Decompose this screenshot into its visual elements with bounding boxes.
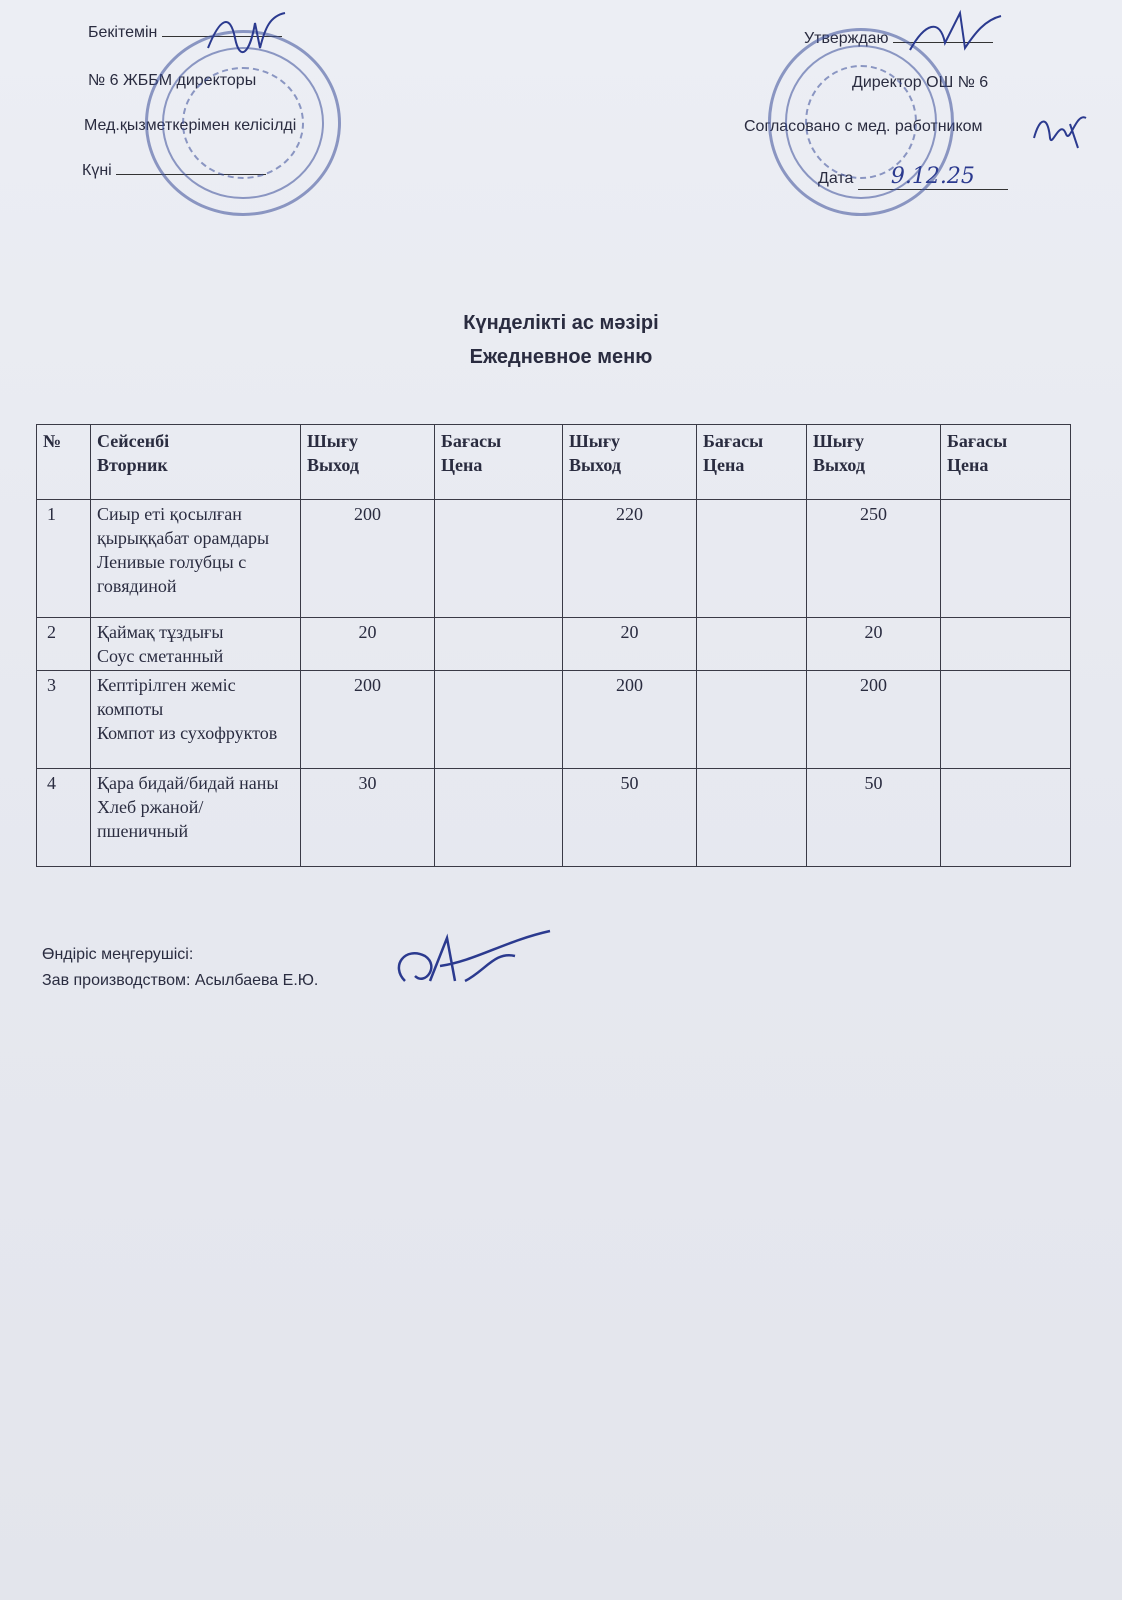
dish-name: Қара бидай/бидай наны Хлеб ржаной/пшеничный [91,769,301,867]
output-2: 50 [563,769,697,867]
price-2 [697,769,807,867]
output-1: 200 [301,671,435,769]
header-price-1: Бағасы Цена [435,425,563,500]
price-3 [941,671,1071,769]
agreed-label-kz: Мед.қызметкерімен келісілді [84,117,297,134]
header-number: № [37,425,91,500]
output-3: 250 [807,500,941,618]
menu-table [36,424,1071,867]
price-1 [435,500,563,618]
row-number: 1 [37,500,91,618]
table-row [37,769,1071,867]
director-signature-left [200,8,290,58]
header-price-3: Бағасы Цена [941,425,1071,500]
header-output-2: Шығу Выход [563,425,697,500]
director-label-kz: № 6 ЖББМ директоры [88,72,257,89]
price-2 [697,500,807,618]
dish-name: Қаймақ тұздығы Соус сметанный [91,618,301,671]
output-1: 20 [301,618,435,671]
director-label-ru: Директор ОШ № 6 [852,74,989,91]
header-output-3: Шығу Выход [807,425,941,500]
price-1 [435,618,563,671]
medic-signature [1030,108,1090,152]
price-3 [941,618,1071,671]
output-2: 200 [563,671,697,769]
price-3 [941,769,1071,867]
director-signature-right [905,8,1005,58]
date-label-ru: Дата 9.12.25 [818,164,1008,190]
price-2 [697,618,807,671]
menu-title-kz: Күнделікті ас мәзірі [463,312,659,334]
price-1 [435,671,563,769]
dish-name: Кептірілген жеміс компоты Компот из сухофруктов [91,671,301,769]
price-1 [435,769,563,867]
price-2 [697,671,807,769]
row-number: 2 [37,618,91,671]
output-3: 20 [807,618,941,671]
production-head-label-ru: Зав производством: Асылбаева Е.Ю. [42,972,319,989]
output-3: 200 [807,671,941,769]
header-price-2: Бағасы Цена [697,425,807,500]
table-row [37,618,1071,671]
output-2: 220 [563,500,697,618]
date-value: 9.12.25 [890,164,975,189]
output-2: 20 [563,618,697,671]
table-header-row [37,425,1071,500]
price-3 [941,500,1071,618]
row-number: 4 [37,769,91,867]
output-1: 30 [301,769,435,867]
approve-label-kz: Бекітемін [88,24,282,42]
table-row [37,671,1071,769]
production-head-label-kz: Өндіріс меңгерушісі: [42,946,194,963]
date-label-kz: Күні [82,162,266,180]
output-1: 200 [301,500,435,618]
production-head-signature [385,926,560,996]
output-3: 50 [807,769,941,867]
dish-name: Сиыр еті қосылған қырыққабат орамдары Ленивые голубцы с говядиной [91,500,301,618]
menu-title-ru: Ежедневное меню [469,346,653,368]
row-number: 3 [37,671,91,769]
approve-label-ru: Утверждаю [804,30,993,48]
header-day: Сейсенбі Вторник [91,425,301,500]
agreed-label-ru: Согласовано с мед. работником [744,118,983,135]
header-output-1: Шығу Выход [301,425,435,500]
table-row [37,500,1071,618]
